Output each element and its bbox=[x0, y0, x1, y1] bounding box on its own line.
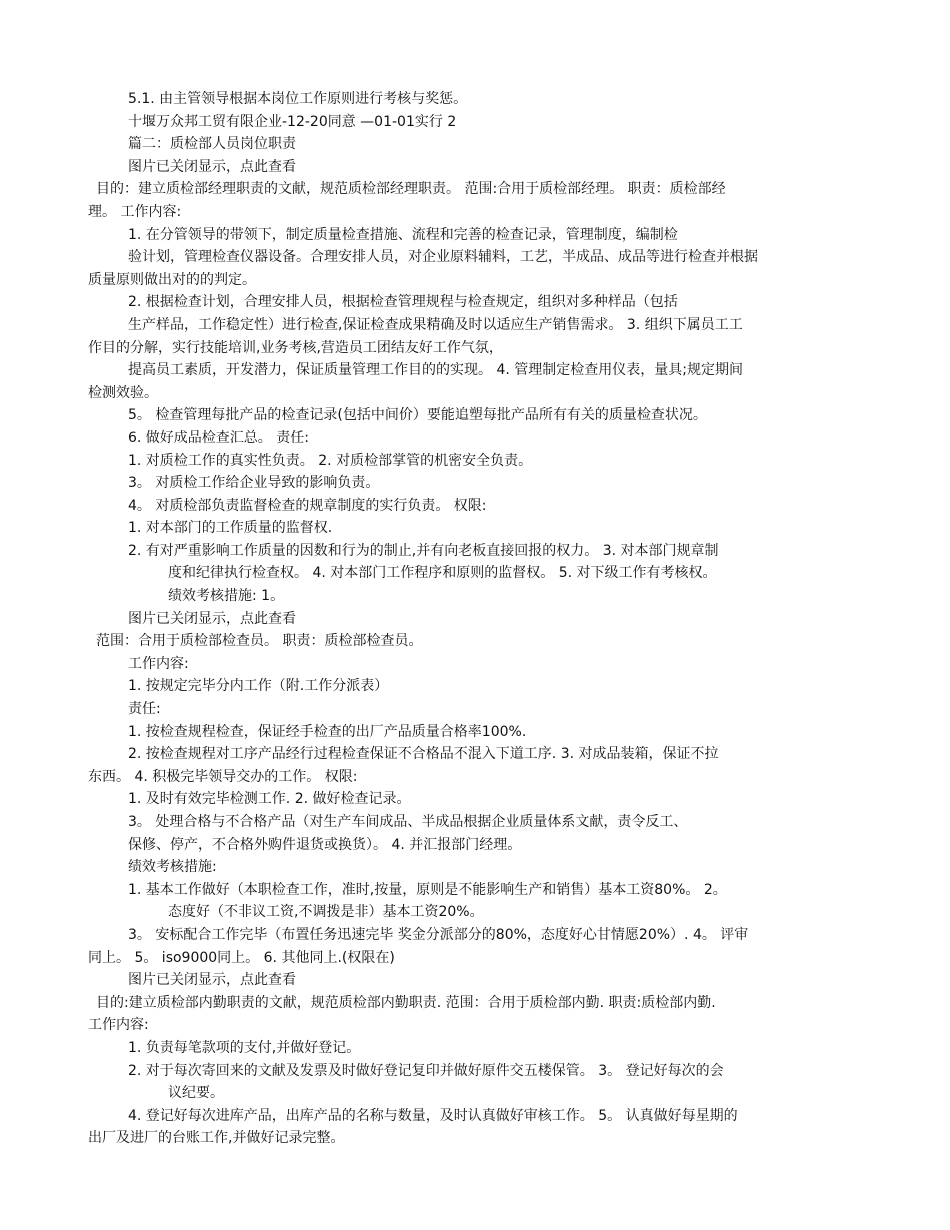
text-line: 5。 检查管理每批产品的检查记录(包括中间价）要能追塑每批产品所有有关的质量检查状况。 bbox=[128, 407, 707, 424]
text-line: 东西。 4. 积极完毕领导交办的工作。 权限: bbox=[88, 768, 358, 785]
text-line: 1. 在分管领导的带领下，制定质量检查措施、流程和完善的检查记录，管理制度，编制检 bbox=[128, 226, 678, 243]
text-line: 1. 按检查规程检查，保证经手检查的出厂产品质量合格率100%. bbox=[128, 723, 527, 740]
text-line: 保修、停产，不合格外购件退货或换货）。 4. 并汇报部门经理。 bbox=[128, 836, 522, 853]
image-hidden-notice[interactable]: 图片已关闭显示，点此查看 bbox=[128, 972, 296, 989]
text-line: 3。 处理合格与不合格产品（对生产车间成品、半成品根据企业质量体系文献，责令反工、 bbox=[128, 814, 688, 830]
text-line: 生产样品，工作稳定性）进行检查,保证检查成果精确及时以适应生产销售需求。 3. 组织下属员工工 bbox=[128, 316, 743, 333]
text-line: 态度好（不非议工资,不调拨是非）基本工资20%。 bbox=[168, 904, 484, 921]
text-line: 6. 做好成品检查汇总。 责任: bbox=[128, 429, 309, 446]
text-line: 理。 工作内容: bbox=[88, 203, 182, 220]
image-hidden-notice[interactable]: 图片已关闭显示，点此查看 bbox=[128, 158, 296, 175]
text-line: 同上。 5。 iso9000同上。 6. 其他同上.(权限在) bbox=[88, 949, 395, 966]
text-line: 检测效验。 bbox=[88, 384, 158, 401]
text-line: 工作内容: bbox=[128, 655, 189, 672]
text-line: 验计划，管理检查仪器设备。合理安排人员，对企业原料辅料，工艺，半成品、成品等进行检查并根据 bbox=[128, 249, 758, 266]
text-line: 2. 对于每次寄回来的文献及发票及时做好登记复印并做好原件交五楼保管。 3。 登记好每次的会 bbox=[128, 1062, 724, 1079]
text-line: 1. 按规定完毕分内工作（附.工作分派表） bbox=[128, 678, 389, 695]
text-line: 1. 负责每笔款项的支付,并做好登记。 bbox=[128, 1039, 361, 1056]
text-line: 绩效考核措施: 1。 bbox=[168, 588, 285, 605]
text-line: 十堰万众邦工贸有限企业-12-20同意 —01-01实行 2 bbox=[128, 113, 457, 130]
text-line: 目的：建立质检部经理职责的文献，规范质检部经理职责。 范围:合用于质检部经理。 职责：质检部经 bbox=[96, 181, 726, 198]
text-line: 4。 对质检部负责监督检查的规章制度的实行负责。 权限: bbox=[128, 497, 487, 514]
text-line: 工作内容: bbox=[88, 1017, 149, 1034]
text-line: 责任: bbox=[128, 701, 161, 718]
text-line: 1. 对质检工作的真实性负责。 2. 对质检部掌管的机密安全负责。 bbox=[128, 452, 533, 469]
text-line: 议纪要。 bbox=[168, 1085, 224, 1102]
text-line: 1. 及时有效完毕检测工作. 2. 做好检查记录。 bbox=[128, 791, 411, 808]
text-line: 2. 有对严重影响工作质量的因数和行为的制止,并有向老板直接回报的权力。 3. 对本部门规章制 bbox=[128, 542, 719, 559]
text-line: 5.1. 由主管领导根据本岗位工作原则进行考核与奖惩。 bbox=[128, 91, 468, 107]
text-line: 出厂及进厂的台账工作,并做好记录完整。 bbox=[88, 1130, 345, 1147]
text-line: 4. 登记好每次进库产品，出库产品的名称与数量，及时认真做好审核工作。 5。 认真做好每星期的 bbox=[128, 1107, 738, 1124]
text-line: 篇二：质检部人员岗位职责 bbox=[128, 136, 296, 153]
image-hidden-notice[interactable]: 图片已关闭显示，点此查看 bbox=[128, 610, 296, 627]
text-line: 1. 基本工作做好（本职检查工作，准时,按量，原则是不能影响生产和销售）基本工资80%。 2。 bbox=[128, 881, 727, 898]
text-line: 2. 按检查规程对工序产品经行过程检查保证不合格品不混入下道工序. 3. 对成品装箱，保证不拉 bbox=[128, 746, 719, 763]
text-line: 2. 根据检查计划，合理安排人员，根据检查管理规程与检查规定，组织对多种样品（包括 bbox=[128, 294, 678, 311]
text-line: 目的:建立质检部内勤职责的文献，规范质检部内勤职责. 范围：合用于质检部内勤. 职责:质检部内勤. bbox=[96, 994, 716, 1011]
text-line: 作目的分解，实行技能培训,业务考核,营造员工团结友好工作气氛， bbox=[88, 339, 503, 356]
text-line: 度和纪律执行检查权。 4. 对本部门工作程序和原则的监督权。 5. 对下级工作有考核权。 bbox=[168, 565, 717, 582]
text-line: 3。 安标配合工作完毕（布置任务迅速完毕 奖金分派部分的80%，态度好心甘情愿20%）. 4。 评审 bbox=[128, 926, 749, 943]
text-line: 提高员工素质，开发潜力，保证质量管理工作目的的实现。 4. 管理制定检查用仪表，量具;规定期间 bbox=[128, 362, 743, 379]
text-line: 3。 对质检工作给企业导致的影响负责。 bbox=[128, 475, 380, 492]
text-line: 质量原则做出对的的判定。 bbox=[88, 271, 256, 288]
text-line: 1. 对本部门的工作质量的监督权. bbox=[128, 520, 333, 537]
text-line: 绩效考核措施: bbox=[128, 859, 217, 876]
text-line: 范围：合用于质检部检查员。 职责：质检部检查员。 bbox=[96, 633, 423, 650]
